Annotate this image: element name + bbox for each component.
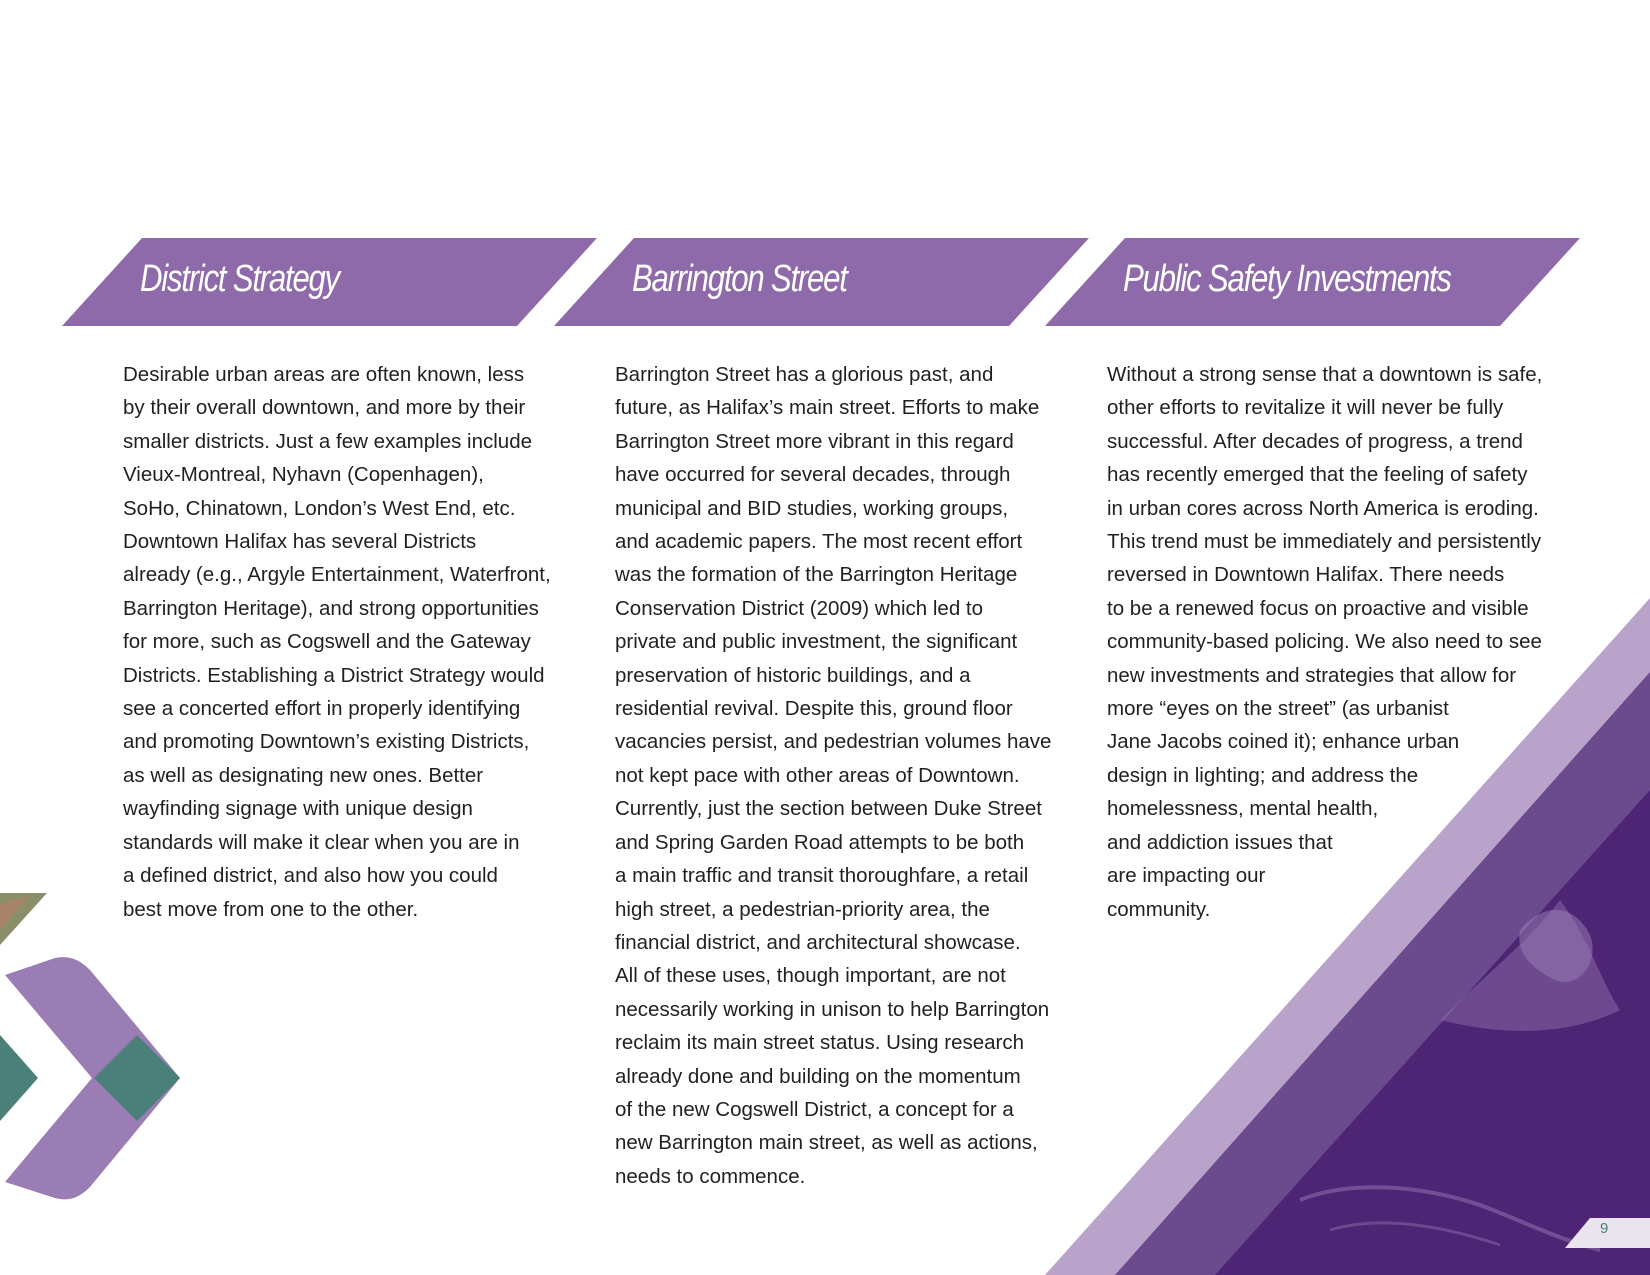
text-line: Currently, just the section between Duke Street [615, 797, 1042, 821]
text-line: All of these uses, though important, are not [615, 964, 1006, 988]
text-line: Vieux-Montreal, Nyhavn (Copenhagen), [123, 463, 484, 487]
text-line: Barrington Heritage), and strong opportunities [123, 596, 539, 620]
text-line: wayfinding signage with unique design [123, 797, 473, 821]
teal-diamond-left [0, 1035, 38, 1121]
banner-barrington-street [554, 238, 1089, 326]
text-line: as well as designating new ones. Better [123, 763, 484, 787]
text-line: already done and building on the momentum [615, 1064, 1021, 1088]
text-line: residential revival. Despite this, ground floor [615, 697, 1013, 721]
text-line: a main traffic and transit thoroughfare, a retail [615, 864, 1029, 888]
section-title: District Strategy [140, 258, 339, 300]
page-number: 9 [1600, 1220, 1609, 1237]
text-line: have occurred for several decades, through [615, 463, 1011, 487]
text-line: reclaim its main street status. Using research [615, 1031, 1024, 1055]
text-line: and academic papers. The most recent effort [615, 530, 1023, 554]
text-line: needs to commence. [615, 1164, 806, 1188]
column-barrington-street [615, 358, 1051, 1193]
text-line: Downtown Halifax has several Districts [123, 530, 477, 554]
text-line: standards will make it clear when you are in [123, 830, 520, 854]
text-line: a defined district, and also how you could [123, 864, 498, 888]
text-line: Desirable urban areas are often known, less [123, 363, 525, 386]
text-line: SoHo, Chinatown, London’s West End, etc. [123, 496, 516, 520]
text-line: vacancies persist, and pedestrian volumes have [615, 730, 1052, 754]
text-line: Without a strong sense that a downtown is safe, [1107, 363, 1543, 386]
text-line: homelessness, mental health, [1107, 797, 1379, 821]
section-title: Public Safety Investments [1123, 258, 1451, 300]
text-line: and promoting Downtown’s existing Districts, [123, 730, 530, 754]
text-line: Districts. Establishing a District Strategy would [123, 663, 545, 687]
text-line: in urban cores across North America is eroding. [1107, 496, 1539, 520]
text-line: preservation of historic buildings, and a [615, 663, 971, 687]
text-line: by their overall downtown, and more by their [123, 396, 526, 420]
column-public-safety-investments [1107, 358, 1542, 926]
text-line: has recently emerged that the feeling of safety [1107, 463, 1528, 487]
text-line: future, as Halifax’s main street. Efforts to make [615, 396, 1040, 420]
text-line: of the new Cogswell District, a concept for a [615, 1097, 1014, 1121]
text-line: best move from one to the other. [123, 897, 419, 921]
text-line: for more, such as Cogswell and the Gateway [123, 630, 531, 654]
banner-public-safety-investments [1045, 238, 1580, 326]
text-line: new investments and strategies that allow for [1107, 663, 1517, 687]
text-line: necessarily working in unison to help Barrington [615, 997, 1050, 1021]
text-line: other efforts to revitalize it will never be fully [1107, 396, 1504, 420]
text-line: municipal and BID studies, working groups, [615, 496, 1009, 520]
text-line: financial district, and architectural showcase. [615, 930, 1021, 954]
text-line: reversed in Downtown Halifax. There needs [1107, 563, 1505, 587]
text-line: Barrington Street more vibrant in this regard [615, 429, 1014, 453]
section-title: Barrington Street [632, 258, 847, 300]
text-line: community-based policing. We also need to see [1107, 630, 1542, 654]
text-line: new Barrington main street, as well as actions, [615, 1131, 1038, 1155]
text-line: and Spring Garden Road attempts to be both [615, 830, 1025, 854]
text-line: Barrington Street has a glorious past, and [615, 363, 994, 386]
text-line: was the formation of the Barrington Heritage [615, 563, 1018, 587]
text-line: community. [1107, 897, 1211, 921]
text-line: already (e.g., Argyle Entertainment, Waterfront, [123, 563, 551, 587]
text-line: are impacting our [1107, 864, 1266, 888]
text-line: more “eyes on the street” (as urbanist [1107, 697, 1449, 721]
text-line: to be a renewed focus on proactive and visible [1107, 596, 1529, 620]
text-line: high street, a pedestrian-priority area, the [615, 897, 990, 921]
banner-district-strategy [62, 238, 597, 326]
column-district-strategy [123, 358, 551, 926]
text-line: This trend must be immediately and persistently [1107, 530, 1542, 554]
text-line: design in lighting; and address the [1107, 763, 1419, 787]
text-line: not kept pace with other areas of Downtown. [615, 763, 1020, 787]
text-line: see a concerted effort in properly identifying [123, 697, 521, 721]
text-line: successful. After decades of progress, a trend [1107, 429, 1523, 453]
text-line: and addiction issues that [1107, 830, 1333, 854]
text-line: Jane Jacobs coined it); enhance urban [1107, 730, 1460, 754]
text-line: Conservation District (2009) which led to [615, 596, 984, 620]
text-line: private and public investment, the significant [615, 630, 1018, 654]
text-line: smaller districts. Just a few examples include [123, 429, 533, 453]
